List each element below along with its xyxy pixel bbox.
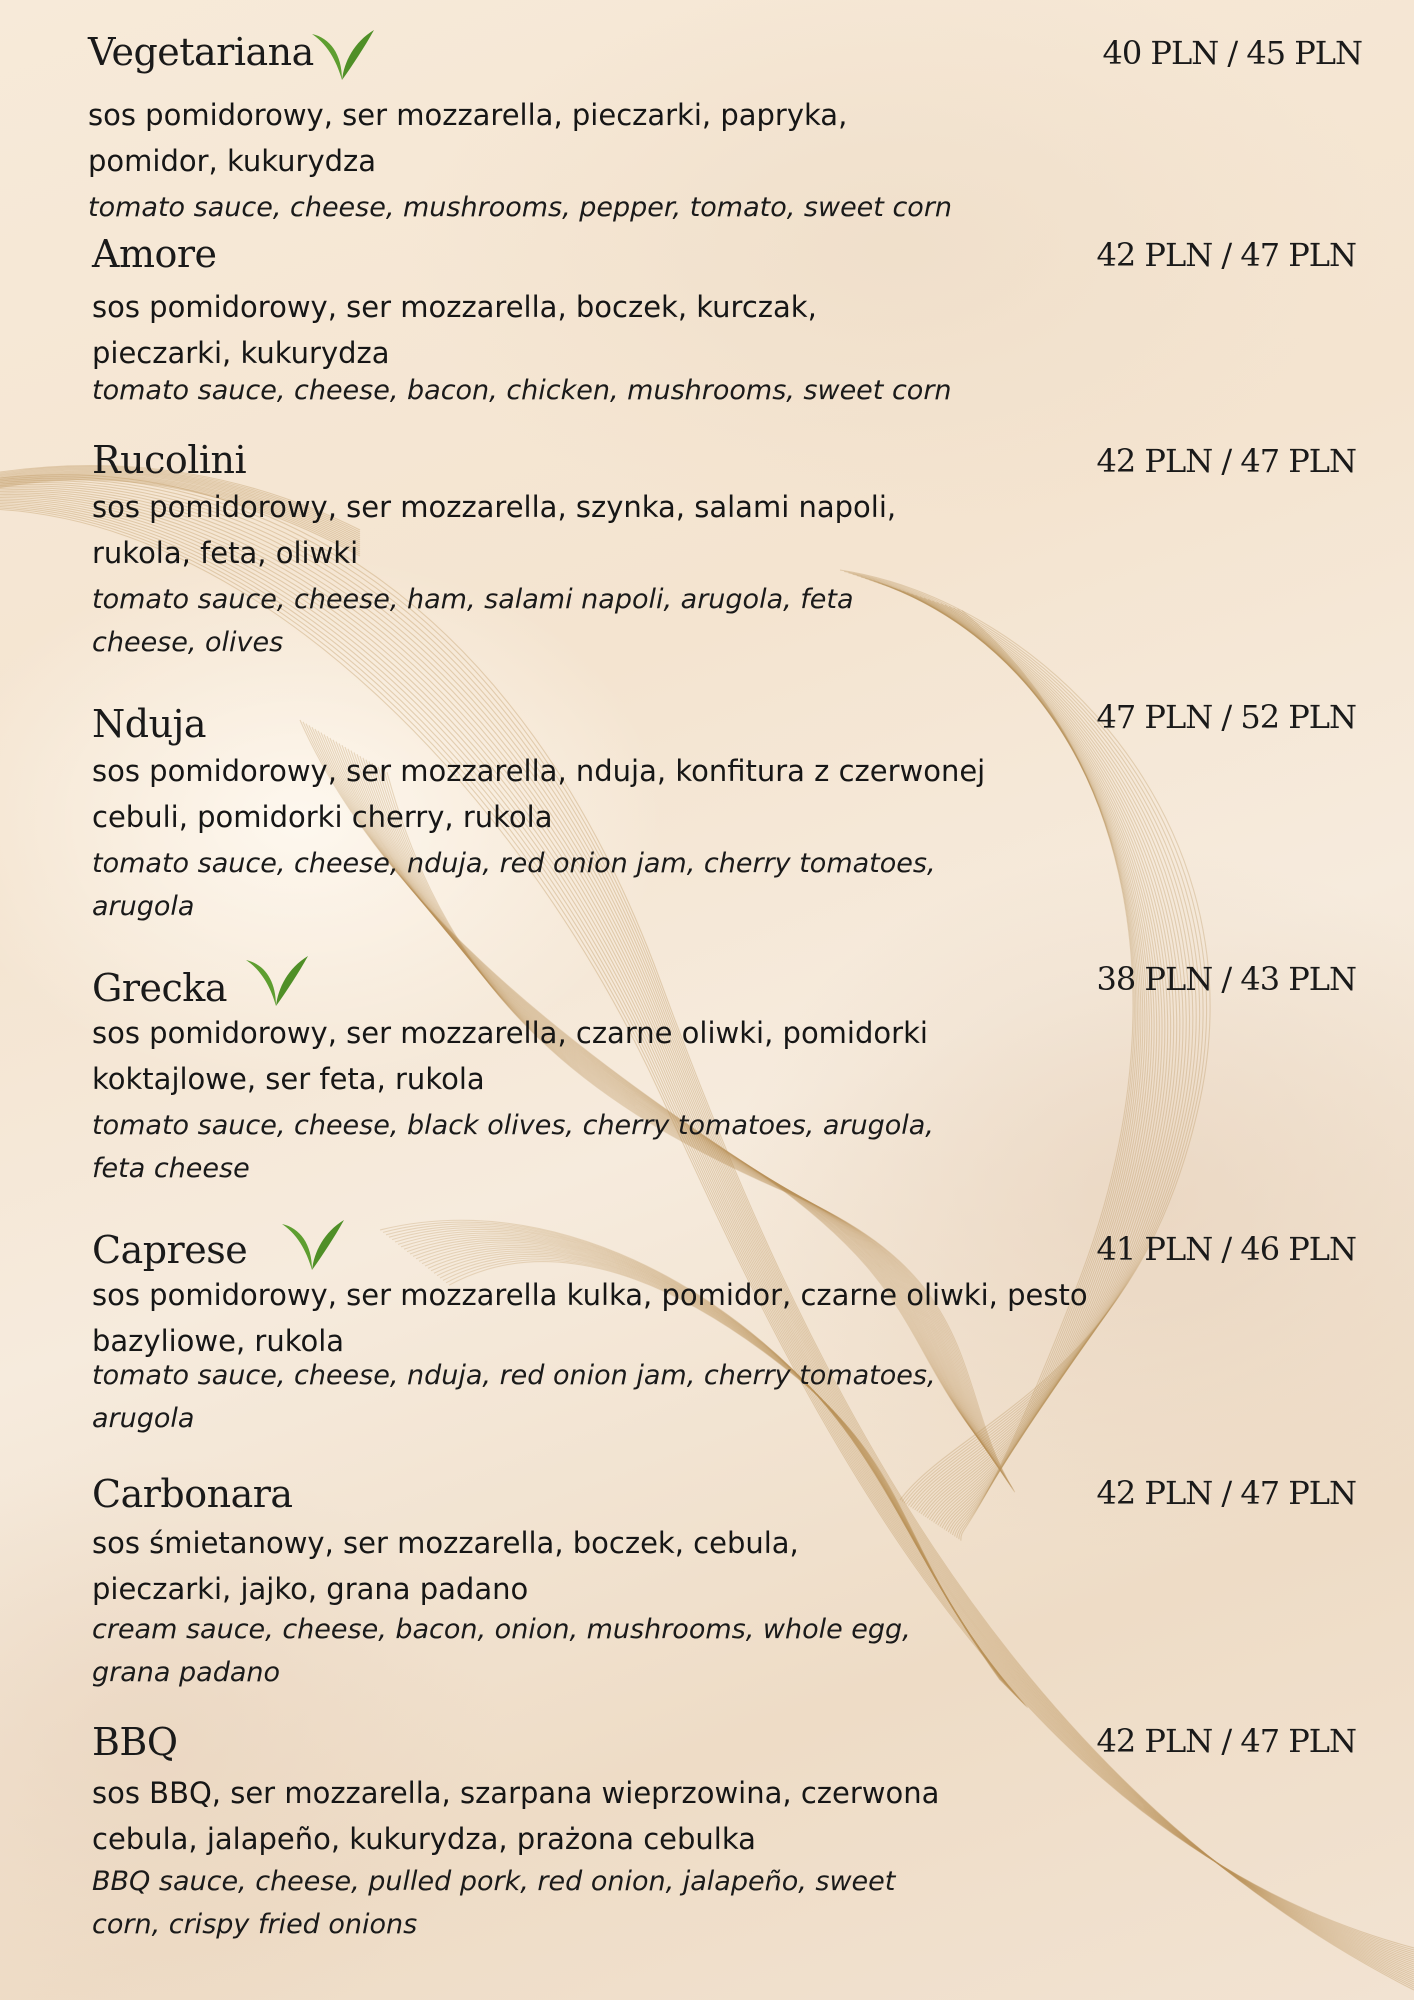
vegetarian-leaf-icon: [242, 952, 312, 1008]
ingredients-pl: sos pomidorowy, ser mozzarella kulka, pomidor, czarne oliwki, pesto bazyliowe, rukola: [92, 1278, 1088, 1358]
price: 42 PLN / 47 PLN: [1096, 1474, 1356, 1512]
ingredients-en: tomato sauce, cheese, ham, salami napoli, arugola, feta cheese, olives: [92, 584, 854, 658]
ingredients-en: tomato sauce, cheese, nduja, red onion jam, cherry tomatoes, arugola: [92, 1360, 936, 1434]
pizza-name: Nduja: [92, 702, 206, 746]
ingredients-pl: sos pomidorowy, ser mozzarella, pieczarki, papryka, pomidor, kukurydza: [88, 98, 848, 178]
vegetarian-leaf-icon: [308, 26, 378, 82]
ingredients-pl: sos BBQ, ser mozzarella, szarpana wieprzowina, czerwona cebula, jalapeño, kukurydza, prażona cebulka: [92, 1776, 940, 1856]
price: 38 PLN / 43 PLN: [1096, 960, 1356, 998]
ingredients-pl: sos pomidorowy, ser mozzarella, szynka, salami napoli, rukola, feta, oliwki: [92, 490, 897, 570]
ingredients-en: tomato sauce, cheese, black olives, cherry tomatoes, arugola, feta cheese: [92, 1110, 934, 1184]
pizza-name: Carbonara: [92, 1472, 293, 1516]
price: 41 PLN / 46 PLN: [1096, 1230, 1356, 1268]
ingredients-en: tomato sauce, cheese, mushrooms, pepper, tomato, sweet corn: [88, 192, 953, 223]
ingredients-en: cream sauce, cheese, bacon, onion, mushrooms, whole egg, grana padano: [92, 1614, 911, 1688]
price: 40 PLN / 45 PLN: [1102, 34, 1362, 72]
price: 47 PLN / 52 PLN: [1096, 698, 1356, 736]
pizza-name: Rucolini: [92, 438, 247, 482]
vegetarian-leaf-icon: [278, 1216, 348, 1272]
pizza-name: Grecka: [92, 966, 227, 1010]
price: 42 PLN / 47 PLN: [1096, 1722, 1356, 1760]
pizza-name: Caprese: [92, 1228, 248, 1272]
ingredients-en: tomato sauce, cheese, bacon, chicken, mushrooms, sweet corn: [92, 375, 952, 406]
ingredients-pl: sos śmietanowy, ser mozzarella, boczek, cebula, pieczarki, jajko, grana padano: [92, 1526, 799, 1606]
ingredients-pl: sos pomidorowy, ser mozzarella, boczek, kurczak, pieczarki, kukurydza: [92, 290, 817, 370]
ingredients-en: tomato sauce, cheese, nduja, red onion jam, cherry tomatoes, arugola: [92, 848, 936, 922]
pizza-name: Vegetariana: [88, 30, 314, 74]
ingredients-pl: sos pomidorowy, ser mozzarella, czarne oliwki, pomidorki koktajlowe, ser feta, rukola: [92, 1016, 928, 1096]
pizza-name: BBQ: [92, 1720, 178, 1764]
price: 42 PLN / 47 PLN: [1096, 236, 1356, 274]
pizza-name: Amore: [92, 232, 217, 276]
ingredients-pl: sos pomidorowy, ser mozzarella, nduja, konfitura z czerwonej cebuli, pomidorki cherry, rukola: [92, 754, 986, 834]
ingredients-en: BBQ sauce, cheese, pulled pork, red onion, jalapeño, sweet corn, crispy fried onions: [92, 1866, 896, 1940]
price: 42 PLN / 47 PLN: [1096, 442, 1356, 480]
